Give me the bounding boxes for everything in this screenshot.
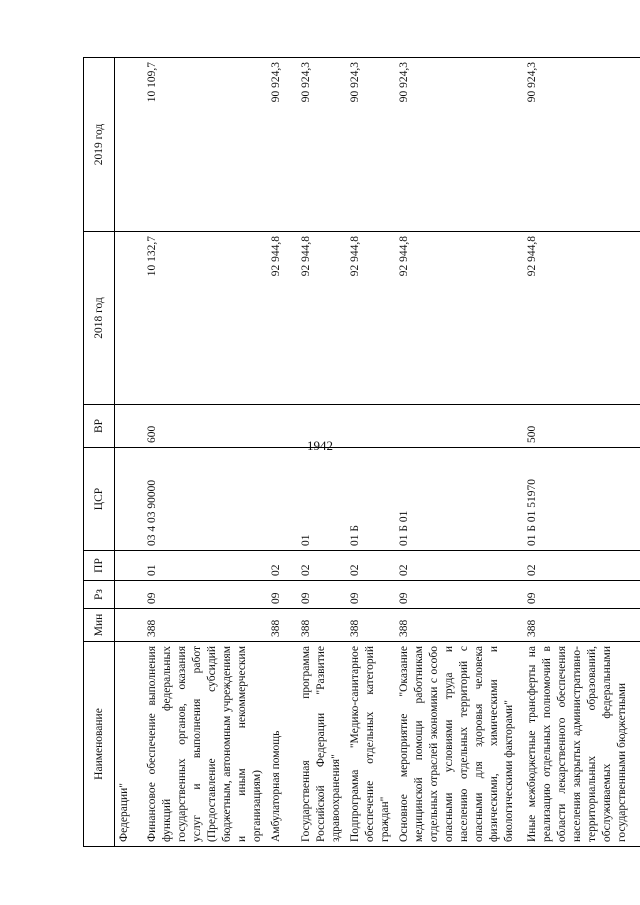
row-rz: 09 <box>346 581 395 609</box>
header-2019: 2019 год <box>84 58 115 232</box>
header-min: Мин <box>84 609 115 642</box>
rotated-table-wrapper <box>83 58 638 847</box>
row-name: Иные межбюджетные трансферты на реализацию отдельных полномочий в области лекарственного обеспечения населения закрытых административно-территориальных образований, обслуживаемых федеральными государственными бюджетными <box>523 642 640 847</box>
row-rz: 09 <box>523 581 640 609</box>
row-vr: 600 <box>143 405 267 448</box>
row-2019: 90 924,3 <box>297 58 346 232</box>
row-csr: 01 Б 01 <box>395 448 523 551</box>
header-pr: ПР <box>84 551 115 581</box>
row-rz: 09 <box>297 581 346 609</box>
row-pr: 02 <box>267 551 297 581</box>
table-row <box>297 58 346 847</box>
row-pr <box>115 551 143 581</box>
row-2018: 10 132,7 <box>143 232 267 405</box>
row-min: 388 <box>297 609 346 642</box>
row-2018: 92 944,8 <box>395 232 523 405</box>
table-row <box>267 58 297 847</box>
table-row <box>523 58 640 847</box>
row-min: 388 <box>346 609 395 642</box>
budget-table <box>83 57 640 847</box>
row-2018: 92 944,8 <box>523 232 640 405</box>
row-2019: 10 109,7 <box>143 58 267 232</box>
row-2018 <box>115 232 143 405</box>
row-name: Государственная программа Российской Федерации "Развитие здравоохранения" <box>297 642 346 847</box>
row-csr: 01 Б <box>346 448 395 551</box>
table-row <box>395 58 523 847</box>
row-2019 <box>115 58 143 232</box>
row-name: Финансовое обеспечение выполнения функций федеральных государственных органов, оказания услуг и выполнения работ (Предоставление субсидий бюджетным, автономным учреждениям и иным некоммерческим организациям) <box>143 642 267 847</box>
row-min <box>115 609 143 642</box>
row-name: Подпрограмма "Медико-санитарное обеспечение отдельных категорий граждан" <box>346 642 395 847</box>
row-pr: 02 <box>395 551 523 581</box>
row-pr: 02 <box>346 551 395 581</box>
row-pr: 01 <box>143 551 267 581</box>
row-vr <box>115 405 143 448</box>
row-name: Основное мероприятие "Оказание медицинской помощи работникам отдельных отраслей экономики с особо опасными условиями труда и населению отдельных территорий с опасными для здоровья человека физическими, химическими и биологическими факторами" <box>395 642 523 847</box>
row-2018: 92 944,8 <box>267 232 297 405</box>
table-row <box>346 58 395 847</box>
row-pr: 02 <box>297 551 346 581</box>
row-min: 388 <box>143 609 267 642</box>
header-2018: 2018 год <box>84 232 115 405</box>
row-rz: 09 <box>395 581 523 609</box>
table-header-row <box>84 58 115 847</box>
row-2019: 90 924,3 <box>346 58 395 232</box>
row-vr <box>395 405 523 448</box>
row-rz: 09 <box>267 581 297 609</box>
row-2018: 92 944,8 <box>346 232 395 405</box>
row-vr <box>297 405 346 448</box>
row-2019: 90 924,3 <box>523 58 640 232</box>
page-number: 1942 <box>307 438 333 453</box>
row-min: 388 <box>267 609 297 642</box>
row-rz <box>115 581 143 609</box>
row-csr: 01 <box>297 448 346 551</box>
row-csr <box>115 448 143 551</box>
row-pr: 02 <box>523 551 640 581</box>
row-csr: 01 Б 01 51970 <box>523 448 640 551</box>
header-csr: ЦСР <box>84 448 115 551</box>
row-vr <box>346 405 395 448</box>
row-csr: 03 4 03 90000 <box>143 448 267 551</box>
row-min: 388 <box>523 609 640 642</box>
table-row <box>115 58 143 847</box>
row-2019: 90 924,3 <box>267 58 297 232</box>
header-name: Наименование <box>84 642 115 847</box>
row-vr <box>267 405 297 448</box>
row-2018: 92 944,8 <box>297 232 346 405</box>
row-name: Амбулаторная помощь <box>267 642 297 847</box>
row-vr: 500 <box>523 405 640 448</box>
row-2019: 90 924,3 <box>395 58 523 232</box>
header-vr: ВР <box>84 405 115 448</box>
row-rz: 09 <box>143 581 267 609</box>
header-rz: Рз <box>84 581 115 609</box>
row-csr <box>267 448 297 551</box>
row-min: 388 <box>395 609 523 642</box>
row-name: Федерации" <box>115 642 143 847</box>
table-row <box>143 58 267 847</box>
